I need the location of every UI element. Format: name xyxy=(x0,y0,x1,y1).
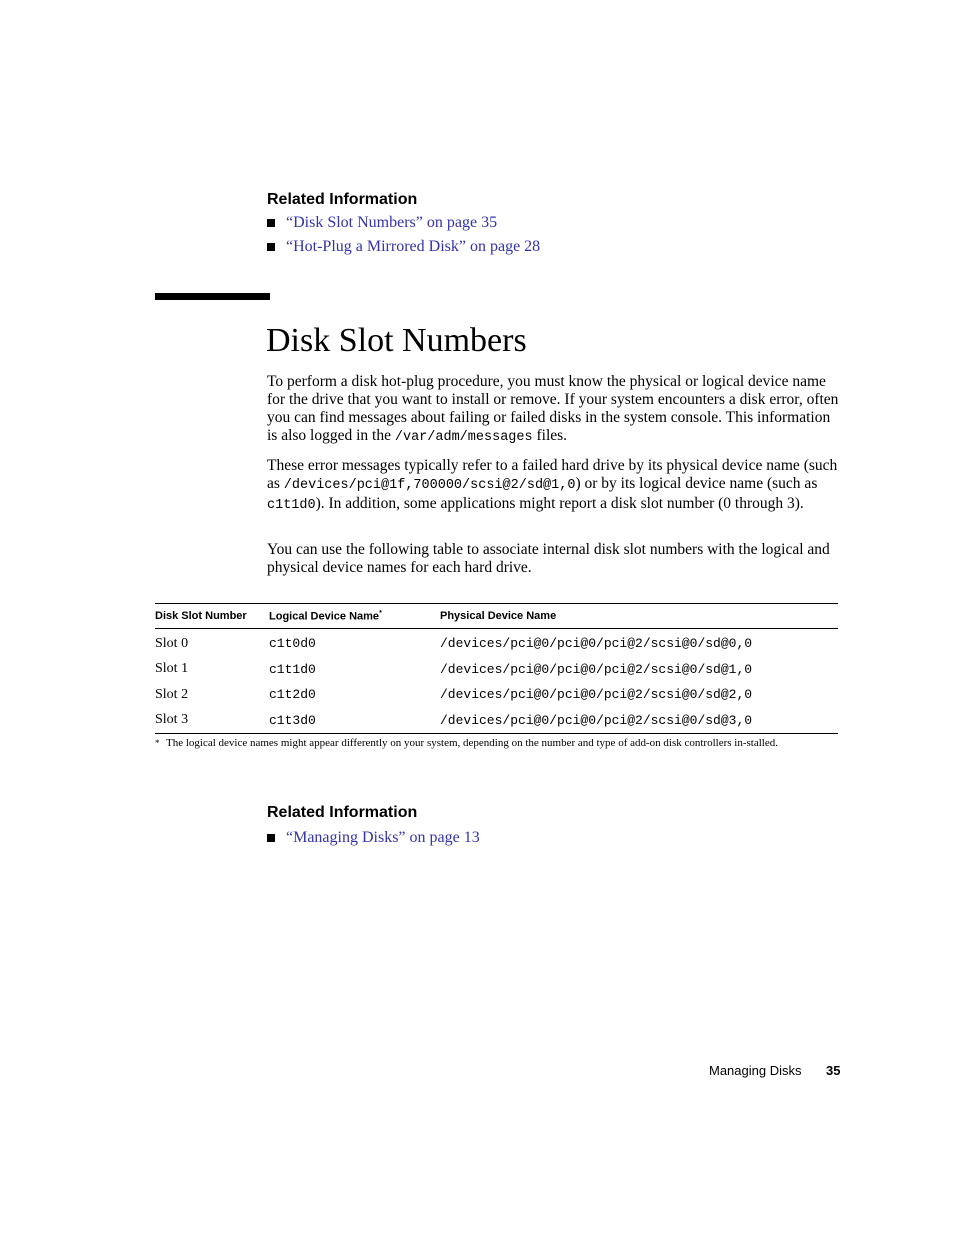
footer-page-number: 35 xyxy=(826,1063,841,1078)
list-item xyxy=(267,828,480,852)
table-row xyxy=(155,682,838,708)
related-information-heading: Related Information xyxy=(267,804,418,821)
link-disk-slot-numbers[interactable]: “Disk Slot Numbers” on page 35 xyxy=(286,214,498,231)
paragraph-text: ). In addition, some applications might report a disk slot number (0 through 3). xyxy=(315,495,804,512)
related-information-heading: Related Information xyxy=(267,191,418,208)
section-title: Disk Slot Numbers xyxy=(266,322,527,359)
paragraph-text: These error messages typically refer to a failed hard drive by its physical device name (such as xyxy=(267,457,838,492)
section-rule xyxy=(155,293,270,300)
header-label: Logical Device Name xyxy=(269,610,380,623)
slot-cell: Slot 0 xyxy=(155,635,189,651)
footer-section-name: Managing Disks xyxy=(709,1063,802,1078)
slot-cell: Slot 2 xyxy=(155,686,189,702)
header-logical-device-name xyxy=(269,604,440,629)
paragraph-text: To perform a disk hot-plug procedure, you must know the physical or logical device name for the drive that you want to install or remove. If your system encounters a disk error, often you can find messages about failing or failed disks in the system console. This information is also logged in the xyxy=(267,373,839,444)
logical-name-cell: c1t0d0 xyxy=(269,636,316,652)
inline-code-path: /var/adm/messages xyxy=(394,430,533,445)
bullet-square-icon xyxy=(267,243,275,251)
table-footnote xyxy=(155,737,815,750)
logical-name-cell: c1t3d0 xyxy=(269,708,440,734)
header-disk-slot-number: Disk Slot Number xyxy=(155,604,269,629)
inline-code-logical-name: c1t1d0 xyxy=(267,498,316,513)
list-item xyxy=(267,237,540,261)
related-links-list xyxy=(267,213,540,261)
table-header-row xyxy=(155,604,838,629)
footnote-marker: * xyxy=(155,738,160,748)
logical-name-cell: c1t2d0 xyxy=(269,687,316,703)
disk-slot-table xyxy=(155,603,838,734)
physical-name-cell: /devices/pci@0/pci@0/pci@2/scsi@0/sd@2,0 xyxy=(440,687,753,703)
paragraph-text: ) or by its logical device name (such as xyxy=(575,475,818,492)
paragraph-text: files. xyxy=(532,427,568,444)
slot-cell: Slot 3 xyxy=(155,708,269,734)
logical-name-cell: c1t1d0 xyxy=(269,661,316,677)
physical-name-cell: /devices/pci@0/pci@0/pci@2/scsi@0/sd@1,0 xyxy=(440,661,753,677)
paragraph-1 xyxy=(267,373,842,447)
table-row xyxy=(155,657,838,683)
footnote-marker: * xyxy=(379,609,382,617)
inline-code-physical-path: /devices/pci@1f,700000/scsi@2/sd@1,0 xyxy=(283,478,576,493)
physical-name-cell: /devices/pci@0/pci@0/pci@2/scsi@0/sd@0,0 xyxy=(440,636,753,652)
link-managing-disks[interactable]: “Managing Disks” on page 13 xyxy=(286,829,480,846)
bullet-square-icon xyxy=(267,834,275,842)
table-row xyxy=(155,708,838,734)
header-physical-device-name: Physical Device Name xyxy=(440,604,838,629)
link-hot-plug-mirrored-disk[interactable]: “Hot-Plug a Mirrored Disk” on page 28 xyxy=(286,238,541,255)
related-links-list xyxy=(267,828,480,852)
table-row xyxy=(155,629,838,657)
physical-name-cell: /devices/pci@0/pci@0/pci@2/scsi@0/sd@3,0 xyxy=(440,708,838,734)
list-item xyxy=(267,213,540,237)
paragraph-2 xyxy=(267,457,842,515)
slot-cell: Slot 1 xyxy=(155,661,189,677)
footnote-text: The logical device names might appear differently on your system, depending on the number and type of add-on disk controllers in-stalled. xyxy=(166,737,778,749)
paragraph-3: You can use the following table to associate internal disk slot numbers with the logical and physical device names for each hard drive. xyxy=(267,541,830,576)
bullet-square-icon xyxy=(267,219,275,227)
